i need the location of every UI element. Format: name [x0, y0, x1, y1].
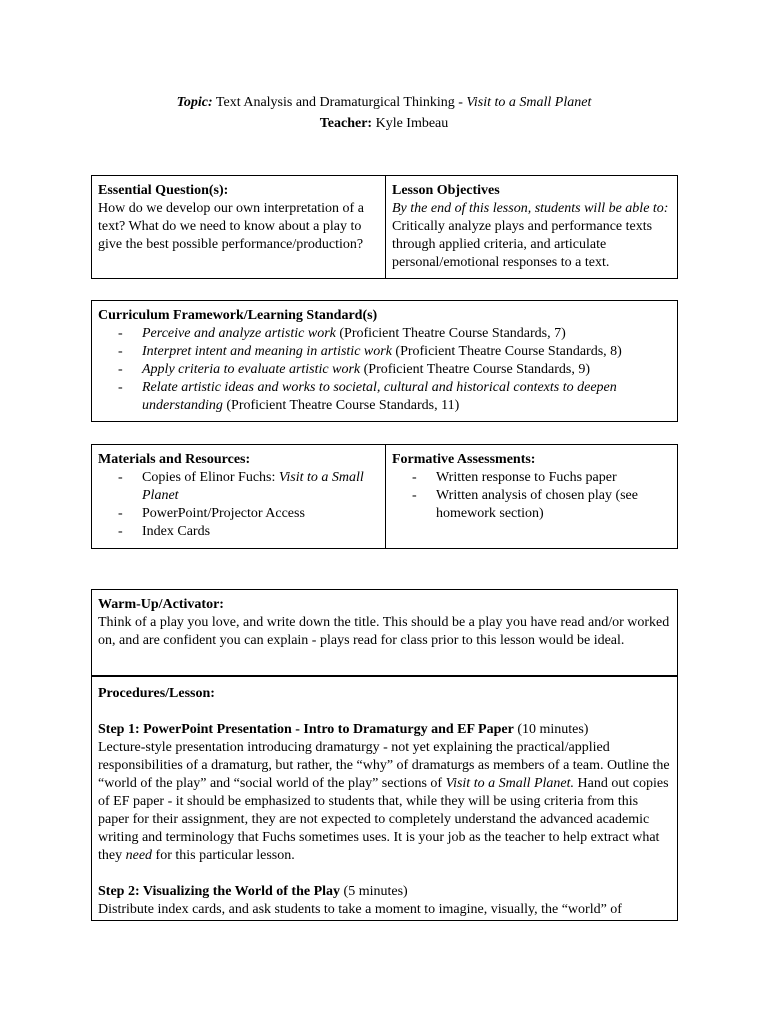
- materials-item: - Index Cards: [118, 523, 379, 541]
- materials-assessments-table: [91, 444, 678, 549]
- materials-item: [118, 469, 379, 505]
- curriculum-item-ref: (Proficient Theatre Course Standards, 7): [335, 326, 566, 341]
- curriculum-item: [118, 379, 671, 415]
- curriculum-item-standard: Perceive and analyze artistic work: [142, 326, 336, 341]
- step2-title: Step 2: Visualizing the World of the Play: [98, 884, 341, 899]
- teacher-name: Kyle Imbeau: [372, 116, 449, 131]
- lesson-objectives-text: Critically analyze plays and performance texts through applied criteria, and articulate personal/emotional responses to a text.: [392, 219, 653, 270]
- curriculum-table: [91, 300, 678, 422]
- step1-emphasis: need: [125, 848, 153, 863]
- formative-list: [392, 469, 671, 523]
- curriculum-item-ref: (Proficient Theatre Course Standards, 9): [360, 362, 591, 377]
- topic-text: Text Analysis and Dramaturgical Thinking -: [212, 95, 467, 110]
- curriculum-item-standard: Apply criteria to evaluate artistic work: [142, 362, 361, 377]
- curriculum-item-standard: Interpret intent and meaning in artistic work: [142, 344, 392, 359]
- curriculum-item: [118, 343, 671, 361]
- topic-play: Visit to a Small Planet: [466, 95, 592, 110]
- step1-body: [98, 739, 671, 865]
- procedures-cell: [92, 677, 677, 923]
- essential-question-cell: [92, 176, 386, 278]
- lesson-objectives-body: [392, 200, 671, 272]
- curriculum-title: Curriculum Framework/Learning Standard(s): [98, 308, 378, 323]
- curriculum-cell: [92, 301, 677, 419]
- procedures-title: Procedures/Lesson:: [98, 686, 215, 701]
- step2-time: (5 minutes): [340, 884, 408, 899]
- materials-list: [98, 469, 379, 541]
- lesson-objectives-intro: By the end of this lesson, students will be able to:: [392, 201, 669, 216]
- step1-text: for this particular lesson.: [152, 848, 295, 863]
- curriculum-item-standard: Relate artistic ideas and works to societal, cultural and historical contexts to deepen understanding: [142, 380, 617, 413]
- topic-label: Topic:: [176, 95, 213, 110]
- curriculum-item: [118, 361, 671, 379]
- curriculum-list: [98, 325, 671, 415]
- teacher-line: [0, 115, 768, 133]
- formative-item: - Written response to Fuchs paper: [412, 469, 671, 487]
- lesson-objectives-title: Lesson Objectives: [392, 183, 500, 198]
- step1-play-title: Visit to a Small Planet.: [445, 776, 575, 791]
- teacher-label: Teacher:: [319, 116, 373, 131]
- formative-item: - Written analysis of chosen play (see homework section): [412, 487, 671, 523]
- step2-heading: [98, 883, 671, 901]
- essential-objectives-table: [91, 175, 678, 279]
- warmup-table: [91, 589, 678, 676]
- procedures-table: [91, 675, 678, 921]
- curriculum-item: [118, 325, 671, 343]
- formative-title: Formative Assessments:: [392, 452, 536, 467]
- topic-line: [0, 94, 768, 112]
- step1-heading: [98, 721, 671, 739]
- formative-cell: [386, 445, 677, 548]
- warmup-cell: [92, 590, 677, 654]
- step1-title: Step 1: PowerPoint Presentation - Intro to Dramaturgy and EF Paper: [98, 722, 514, 737]
- curriculum-item-ref: (Proficient Theatre Course Standards, 8): [391, 344, 622, 359]
- step1-text: Hand out copies of EF paper - it should be emphasized to students that, while they will be using criteria from this paper for their assignment, they are not expected to completely understand the advanced academic writing and terminology that Fuchs sometimes uses. It is your job as the teacher to help extract what they: [98, 776, 669, 863]
- step1-time: (10 minutes): [513, 722, 589, 737]
- step2-body: Distribute index cards, and ask students to take a moment to imagine, visually, the “world” of: [98, 902, 622, 917]
- warmup-body: Think of a play you love, and write down the title. This should be a play you have read and/or worked on, and are confident you can explain - plays read for class prior to this lesson would be ideal.: [98, 615, 670, 648]
- warmup-title: Warm-Up/Activator:: [98, 597, 224, 612]
- materials-item-title: Visit to a Small Planet: [142, 470, 364, 503]
- materials-item: - PowerPoint/Projector Access: [118, 505, 379, 523]
- materials-item-text: Copies of Elinor Fuchs:: [142, 470, 279, 485]
- materials-title: Materials and Resources:: [98, 452, 251, 467]
- essential-question-title: Essential Question(s):: [98, 183, 229, 198]
- step1-text: Lecture-style presentation introducing dramaturgy - not yet explaining the practical/applied responsibilities of a dramaturg, but rather, the “why” of dramaturgs as members of a team. Outline the “world of the play” and “social world of the play” sections of: [98, 740, 670, 791]
- curriculum-item-ref: (Proficient Theatre Course Standards, 11): [222, 398, 460, 413]
- lesson-objectives-cell: [386, 176, 677, 278]
- materials-cell: [92, 445, 386, 548]
- essential-question-body: How do we develop our own interpretation of a text? What do we need to know about a play to give the best possible performance/production?: [98, 201, 364, 252]
